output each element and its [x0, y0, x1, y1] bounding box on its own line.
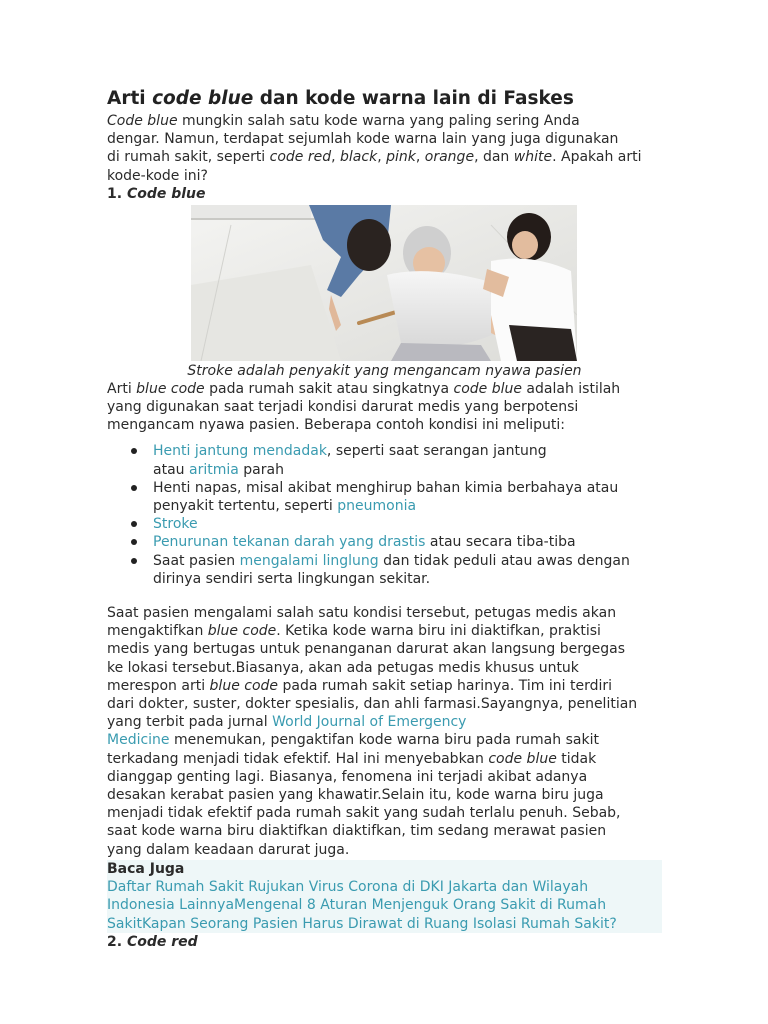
list-item	[107, 515, 662, 533]
figure-caption: Stroke adalah penyakit yang mengancam nyawa pasien	[187, 362, 582, 379]
list-item: Saat pasien mengalami linglung dan tidak peduli atau awas dengan dirinya sendiri serta lingkungan sekitar.	[107, 552, 662, 588]
conditions-list	[107, 442, 662, 588]
link-linglung[interactable]: mengalami linglung	[239, 552, 379, 569]
list-item: Henti jantung mendadak, seperti saat serangan jantung atau aritmia parah	[107, 442, 662, 478]
article-title: Arti code blue dan kode warna lain di Faskes	[107, 88, 574, 109]
intro-paragraph: Code blue mungkin salah satu kode warna yang paling sering Anda dengar. Namun, terdapat sejumlah kode warna lain yang juga digunakan di rumah sakit, seperti code red, black, pink, orange, dan white. Apakah arti kode-kode ini?	[107, 113, 642, 184]
link-stroke[interactable]: Stroke	[153, 516, 198, 533]
link-aritmia[interactable]: aritmia	[188, 461, 239, 478]
section-heading-code-blue: 1. Code blue	[107, 185, 206, 202]
article	[107, 86, 662, 951]
baca-juga-title: Baca Juga	[107, 860, 185, 877]
link-pneumonia[interactable]: pneumonia	[337, 498, 417, 515]
baca-juga-box	[107, 860, 662, 934]
link-medicine[interactable]: Medicine	[107, 732, 170, 749]
stroke-patient-photo	[191, 205, 577, 361]
baca-juga-link[interactable]: Daftar Rumah Sakit Rujukan Virus Corona di DKI Jakarta dan Wilayah	[107, 878, 589, 895]
link-henti-jantung[interactable]: Henti jantung mendadak	[153, 443, 327, 460]
link-penurunan-tekanan-darah[interactable]: Penurunan tekanan darah yang drastis	[153, 534, 426, 551]
section-heading-code-red: 2. Code red	[107, 934, 198, 951]
list-item: Penurunan tekanan darah yang drastis atau secara tiba-tiba	[107, 533, 662, 551]
baca-juga-link[interactable]: SakitKapan Seorang Pasien Harus Dirawat di Ruang Isolasi Rumah Sakit?	[107, 915, 617, 932]
baca-juga-link[interactable]: Indonesia LainnyaMengenal 8 Aturan Menjenguk Orang Sakit di Rumah	[107, 897, 607, 914]
code-blue-detail-paragraph: Saat pasien mengalami salah satu kondisi tersebut, petugas medis akan mengaktifkan blue code. Ketika kode warna biru ini diaktifkan, praktisi medis yang bertugas untuk penanganan darurat akan langsung bergegas ke lokasi tersebut.Biasanya, akan ada petugas medis khusus untuk merespon arti blue code pada rumah sakit setiap harinya. Tim ini terdiri dari dokter, suster, dokter spesialis, dan ahli farmasi.Sayangnya, penelitian yang terbit pada jurnal World Journal of Emergency Medicine menemukan, pengaktifan kode warna biru pada rumah sakit terkadang menjadi tidak efektif. Hal ini menyebabkan code blue tidak dianggap genting lagi. Biasanya, fenomena ini terjadi akibat adanya desakan kerabat pasien yang khawatir.Selain itu, kode warna biru juga menjadi tidak efektif pada rumah sakit yang sudah terlalu penuh. Sebab, saat kode warna biru diaktifkan diaktifkan, tim sedang merawat pasien yang dalam keadaan darurat juga.	[107, 605, 638, 858]
figure	[187, 205, 582, 380]
code-blue-paragraph: Arti blue code pada rumah sakit atau singkatnya code blue adalah istilah yang digunakan saat terjadi kondisi darurat medis yang berpotensi mengancam nyawa pasien. Beberapa contoh kondisi ini meliputi:	[107, 380, 621, 434]
list-item: Henti napas, misal akibat menghirup bahan kimia berbahaya atau penyakit tertentu, seperti pneumonia	[107, 479, 662, 515]
link-world-journal[interactable]: World Journal of Emergency	[272, 714, 467, 731]
